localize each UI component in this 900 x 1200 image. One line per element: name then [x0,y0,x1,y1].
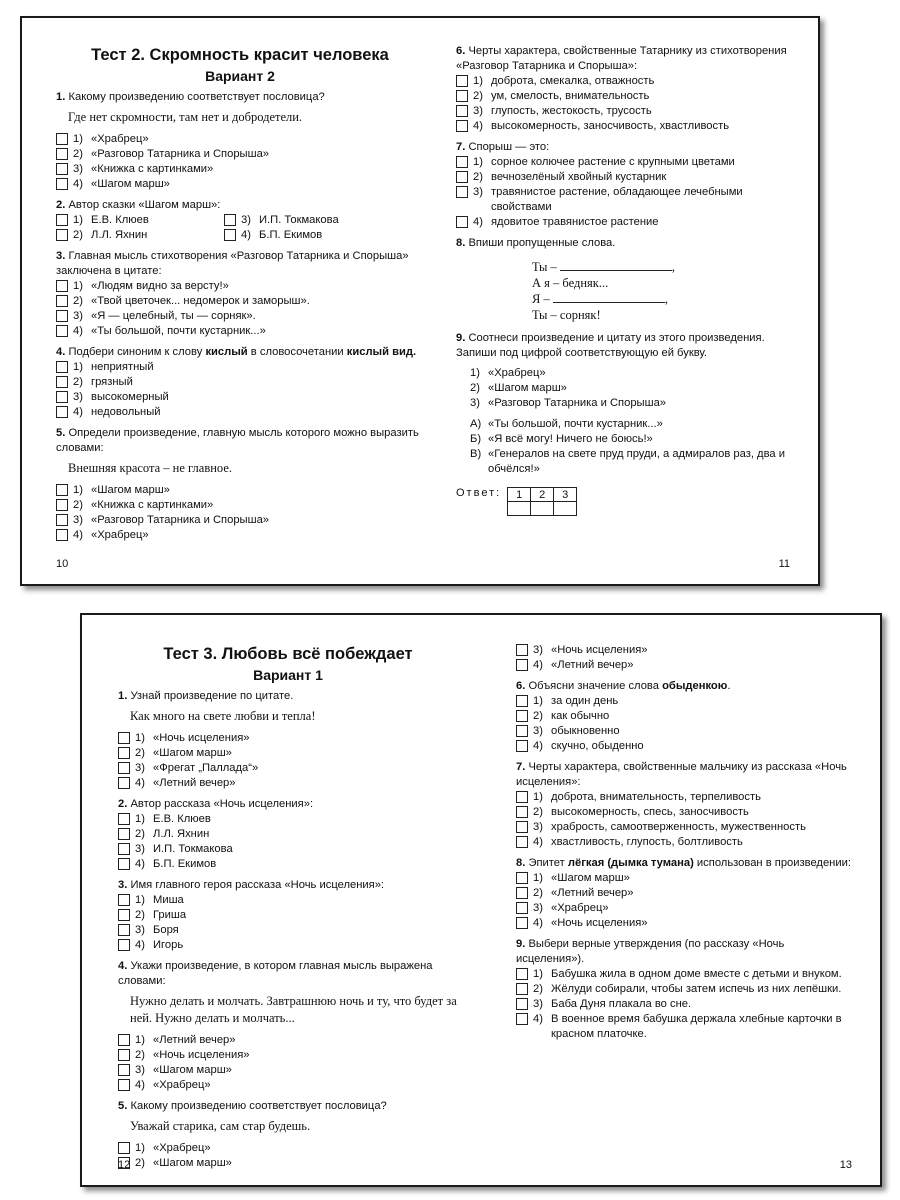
answer-option: 2) «Ночь исцеления» [118,1048,458,1063]
checkbox[interactable] [56,484,68,496]
checkbox[interactable] [516,917,528,929]
checkbox[interactable] [56,133,68,145]
checkbox[interactable] [56,163,68,175]
answer-option: 3) «Шагом марш» [118,1063,458,1078]
quote-item: А) «Ты большой, почти кустарник...» [470,418,663,430]
answer-option: 4) «Летний вечер» [118,776,458,791]
checkbox[interactable] [456,216,468,228]
checkbox[interactable] [456,120,468,132]
page-number: 12 [118,1159,131,1171]
checkbox[interactable] [516,821,528,833]
variant-label: Вариант 2 [205,68,275,84]
checkbox[interactable] [456,105,468,117]
question-6: 6. Черты характера, свойственные Татарнику из стихотворения «Разговор Татарника и Спорыша»: 1) доброта, смекалка, отважность 2) ум, смелость, внимательность 3) глупость, жестокость, трусость 4) высокомерность, заносчивость, хвастливость [456,44,790,134]
quote: Где нет скромности, там нет и добродетели. [68,110,303,124]
checkbox[interactable] [118,732,130,744]
checkbox[interactable] [118,777,130,789]
variant-label: Вариант 1 [253,667,323,683]
checkbox[interactable] [118,813,130,825]
answer-option: 1) «Ночь исцеления» [118,731,458,746]
checkbox[interactable] [56,529,68,541]
question-8: 8. Эпитет лёгкая (дымка тумана) использован в произведении: 1) «Шагом марш» 2) «Летний вечер» 3) «Храбрец» 4) «Ночь исцеления» [516,857,851,929]
checkbox[interactable] [118,843,130,855]
checkbox[interactable] [56,376,68,388]
checkbox[interactable] [516,902,528,914]
question-1 [56,90,424,192]
question-5-continued [516,643,852,673]
checkbox[interactable] [456,90,468,102]
checkbox[interactable] [56,229,68,241]
checkbox[interactable] [456,186,468,198]
answer-option: 4) «Летний вечер» [516,658,852,673]
checkbox[interactable] [456,75,468,87]
answer-option: 2) высокомерность, спесь, заносчивость [516,805,852,820]
answer-option: 1) «Храбрец» [56,132,424,147]
quote: Внешняя красота – не главное. [68,461,232,475]
checkbox[interactable] [516,710,528,722]
fill-in-blank[interactable] [553,291,665,303]
answer-option: 1) доброта, внимательность, терпеливость [516,790,852,805]
page-10 [56,18,424,584]
page-number: 13 [839,1159,852,1171]
page-spread-1 [20,16,820,586]
answer-area [456,487,790,516]
question-7: 7. Спорыш — это: 1) сорное колючее растение с крупными цветами 2) вечнозелёный хвойный кустарник 3) травянистое растение, обладающее лечебными свойствами 4) ядовитое травянистое растение [456,140,790,230]
checkbox[interactable] [56,391,68,403]
checkbox[interactable] [56,514,68,526]
question-4: 4. Подбери синоним к слову кислый в словосочетании кислый вид. 1) неприятный 2) грязный 3) высокомерный 4) недовольный [56,345,424,420]
checkbox[interactable] [118,1142,130,1154]
checkbox[interactable] [118,894,130,906]
answer-option: 2) «Летний вечер» [516,886,852,901]
checkbox[interactable] [516,887,528,899]
page-13 [516,615,852,1185]
answer-option: 4) «Храбрец» [56,528,424,543]
answer-option: 2) Л.Л. Яхнин [118,827,458,842]
answer-option: 2) Гриша [118,908,458,923]
answer-option: 3) «Книжка с картинками» [56,162,424,177]
answer-cell[interactable] [554,502,577,516]
checkbox[interactable] [56,295,68,307]
answer-option: 2) «Шагом марш» [118,746,458,761]
answer-option: 2) грязный [56,375,424,390]
answer-option: 2) ум, смелость, внимательность [456,89,790,104]
checkbox[interactable] [516,725,528,737]
checkbox[interactable] [118,1034,130,1046]
quote: Нужно делать и молчать. Завтрашнюю ночь и ту, что будет за ней. Нужно делать и молчать... [130,994,457,1025]
checkbox[interactable] [56,361,68,373]
checkbox[interactable] [118,828,130,840]
answer-option: 4) Б.П. Екимов [118,857,458,872]
page-11 [456,18,790,584]
answer-option: 4) ядовитое травянистое растение [456,215,790,230]
question-2: 2. Автор рассказа «Ночь исцеления»: 1) Е.В. Клюев 2) Л.Л. Яхнин 3) И.П. Токмакова 4) Б.П. Екимов [118,797,458,872]
page-spread-2 [80,613,882,1187]
answer-option: 4) Игорь [118,938,458,953]
test-title: Тест 3. Любовь всё побеждает [163,645,413,663]
checkbox[interactable] [224,214,236,226]
answer-option: 3) И.П. Токмакова [224,213,392,228]
checkbox[interactable] [224,229,236,241]
answer-option: 2) Жёлуди собирали, чтобы затем испечь из них лепёшки. [516,982,852,997]
answer-option: 2) «Книжка с картинками» [56,498,424,513]
question-2: 2. Автор сказки «Шагом марш»: 1) Е.В. Клюев 3) И.П. Токмакова 2) Л.Л. Яхнин 4) Б.П. Екимов [56,198,424,243]
checkbox[interactable] [516,659,528,671]
question-8: 8. Впиши пропущенные слова. Ты – , А я – бедняк... Я – , Ты – сорняк! [456,236,790,323]
checkbox[interactable] [56,148,68,160]
answer-option: 4) «Шагом марш» [56,177,424,192]
checkbox[interactable] [118,747,130,759]
work-item: 2) «Шагом марш» [470,382,567,394]
answer-option: 1) неприятный [56,360,424,375]
fill-in-blank[interactable] [560,259,672,271]
answer-option: 3) глупость, жестокость, трусость [456,104,790,119]
checkbox[interactable] [516,806,528,818]
answer-option: 3) высокомерный [56,390,424,405]
checkbox[interactable] [516,1013,528,1025]
checkbox[interactable] [118,939,130,951]
page-number: 11 [778,558,790,570]
quote-item: В) «Генералов на свете пруд пруди, а адмиралов раз, два и обчёлся!» [470,448,785,475]
answer-option: 3) «Фрегат „Паллада“» [118,761,458,776]
question-3: 3. Имя главного героя рассказа «Ночь исцеления»: 1) Миша 2) Гриша 3) Боря 4) Игорь [118,878,458,953]
answer-option: 2) «Твой цветочек... недомерок и заморыш». [56,294,424,309]
answer-option: 4) скучно, обыденно [516,739,852,754]
quote: Уважай старика, сам стар будешь. [130,1119,311,1133]
answer-option: 3) травянистое растение, обладающее лечебными свойствами [456,185,790,215]
checkbox[interactable] [56,280,68,292]
checkbox[interactable] [56,178,68,190]
answer-option: 4) В военное время бабушка держала хлебные карточки в красном платочке. [516,1012,852,1042]
quote: Как много на свете любви и тепла! [130,709,316,723]
checkbox[interactable] [56,310,68,322]
question-7: 7. Черты характера, свойственные мальчику из рассказа «Ночь исцеления»: 1) доброта, внимательность, терпеливость 2) высокомерность, спесь, заносчивость 3) храбрость, самоотверженность, мужественность 4) хвастливость, глупость, болтливость [516,760,852,850]
test-title: Тест 2. Скромность красит человека [91,46,389,64]
checkbox[interactable] [118,1079,130,1091]
answer-option: 1) сорное колючее растение с крупными цветами [456,155,790,170]
page-12 [118,615,458,1185]
answer-option: 3) «Храбрец» [516,901,852,916]
question-9: 9. Выбери верные утверждения (по рассказу «Ночь исцеления»). 1) Бабушка жила в одном доме вместе с детьми и внуком. 2) Жёлуди собирали, чтобы затем испечь из них лепёшки. 3) Баба Дуня плакала во сне. 4) В военное время бабушка держала хлебные карточки в красном платочке. [516,937,852,1042]
checkbox[interactable] [456,156,468,168]
answer-option: 4) «Храбрец» [118,1078,458,1093]
answer-option: 1) «Храбрец» [118,1141,458,1156]
checkbox[interactable] [516,644,528,656]
checkbox[interactable] [56,214,68,226]
answer-option: 1) «Шагом марш» [56,483,424,498]
question-text: Какому произведению соответствует пословица? [68,91,325,103]
question-5: 5. Какому произведению соответствует пословица? Уважай старика, сам стар будешь. 1) «Храбрец» 2) «Шагом марш» [118,1099,458,1171]
answer-option: 3) И.П. Токмакова [118,842,458,857]
answer-option: 4) «Ты большой, почти кустарник...» [56,324,424,339]
answer-option: 2) «Разговор Татарника и Спорыша» [56,147,424,162]
answer-option: 4) высокомерность, заносчивость, хвастливость [456,119,790,134]
checkbox[interactable] [456,171,468,183]
answer-option: 4) хвастливость, глупость, болтливость [516,835,852,850]
answer-option: 3) храбрость, самоотверженность, мужественность [516,820,852,835]
question-number: 1. [56,91,66,103]
checkbox[interactable] [118,858,130,870]
question-6: 6. Объясни значение слова обыденкою. 1) за один день 2) как обычно 3) обыкновенно 4) скучно, обыденно [516,679,852,754]
answer-option: 3) обыкновенно [516,724,852,739]
answer-table [507,487,577,516]
checkbox[interactable] [118,1064,130,1076]
answer-option: 1) Е.В. Клюев [118,812,458,827]
work-item: 1) «Храбрец» [470,367,546,379]
checkbox[interactable] [118,1049,130,1061]
answer-option: 2) как обычно [516,709,852,724]
answer-option: 1) «Шагом марш» [516,871,852,886]
answer-table-header: 2 [531,488,554,502]
quote-item: Б) «Я всё могу! Ничего не боюсь!» [470,433,653,445]
answer-option: 1) Е.В. Клюев [56,213,224,228]
page-number: 10 [56,558,69,570]
question-9: 9. Соотнеси произведение и цитату из этого произведения. Запиши под цифрой соответствующую ей букву. 1) «Храбрец» 2) «Шагом марш» 3) «Разговор Татарника и Спорыша» А) «Ты большой, почти кустарник...» Б) «Я всё могу! Ничего не боюсь!» В) «Генералов на свете пруд пруди, а адмиралов раз, два и обчёлся!» Ответ: 1 2 3 [456,331,790,516]
checkbox[interactable] [516,983,528,995]
checkbox[interactable] [516,968,528,980]
checkbox[interactable] [56,406,68,418]
checkbox[interactable] [516,998,528,1010]
answer-option: 1) Миша [118,893,458,908]
answer-option: 4) недовольный [56,405,424,420]
answer-option: 1) Бабушка жила в одном доме вместе с детьми и внуком. [516,967,852,982]
checkbox[interactable] [516,740,528,752]
checkbox[interactable] [516,695,528,707]
answer-option: 2) вечнозелёный хвойный кустарник [456,170,790,185]
checkbox[interactable] [118,924,130,936]
answer-table-header: 3 [554,488,577,502]
answer-option: 4) Б.П. Екимов [224,228,392,243]
checkbox[interactable] [516,836,528,848]
question-3: 3. Главная мысль стихотворения «Разговор Татарника и Спорыша» заключена в цитате: 1) «Людям видно за версту!» 2) «Твой цветочек... недомерок и заморыш». 3) «Я — целебный, ты — сорняк». 4) «Ты большой, почти кустарник...» [56,249,424,339]
checkbox[interactable] [118,762,130,774]
answer-option: 3) Боря [118,923,458,938]
answer-cell[interactable] [531,502,554,516]
answer-option: 2) Л.Л. Яхнин [56,228,224,243]
question-4: 4. Укажи произведение, в котором главная мысль выражена словами: Нужно делать и молчать. Завтрашнюю ночь и ту, что будет за ней. Нужно делать и молчать... 1) «Летний вечер» 2) «Ночь исцеления» 3) «Шагом марш» 4) «Храбрец» [118,960,457,1091]
question-5: 5. Определи произведение, главную мысль которого можно выразить словами: Внешняя красота – не главное. 1) «Шагом марш» 2) «Книжка с картинками» 3) «Разговор Татарника и Спорыша» 4) «Храбрец» [56,426,424,543]
answer-option: 1) доброта, смекалка, отважность [456,74,790,89]
work-item: 3) «Разговор Татарника и Спорыша» [470,397,667,409]
answer-option: 4) «Ночь исцеления» [516,916,852,931]
answer-cell[interactable] [508,502,531,516]
answer-option: 1) «Летний вечер» [118,1033,458,1048]
answer-option: 2) «Шагом марш» [118,1156,458,1171]
answer-option: 3) «Я — целебный, ты — сорняк». [56,309,424,324]
checkbox[interactable] [118,909,130,921]
poem-blanks: Ты – , А я – бедняк... Я – , Ты – сорняк! [532,260,676,322]
checkbox[interactable] [516,872,528,884]
answer-option: 1) «Людям видно за версту!» [56,279,424,294]
question-1: 1. Узнай произведение по цитате. Как много на свете любви и тепла! 1) «Ночь исцеления» 2) «Шагом марш» 3) «Фрегат „Паллада“» 4) «Летний вечер» [118,689,458,791]
answer-option: 3) Баба Дуня плакала во сне. [516,997,852,1012]
checkbox[interactable] [516,791,528,803]
answer-option: 1) за один день [516,694,852,709]
answer-option: 3) «Разговор Татарника и Спорыша» [56,513,424,528]
answer-table-header: 1 [508,488,531,502]
checkbox[interactable] [56,499,68,511]
answer-label: Ответ: [456,487,502,499]
answer-option: 3) «Ночь исцеления» [516,643,852,658]
checkbox[interactable] [56,325,68,337]
